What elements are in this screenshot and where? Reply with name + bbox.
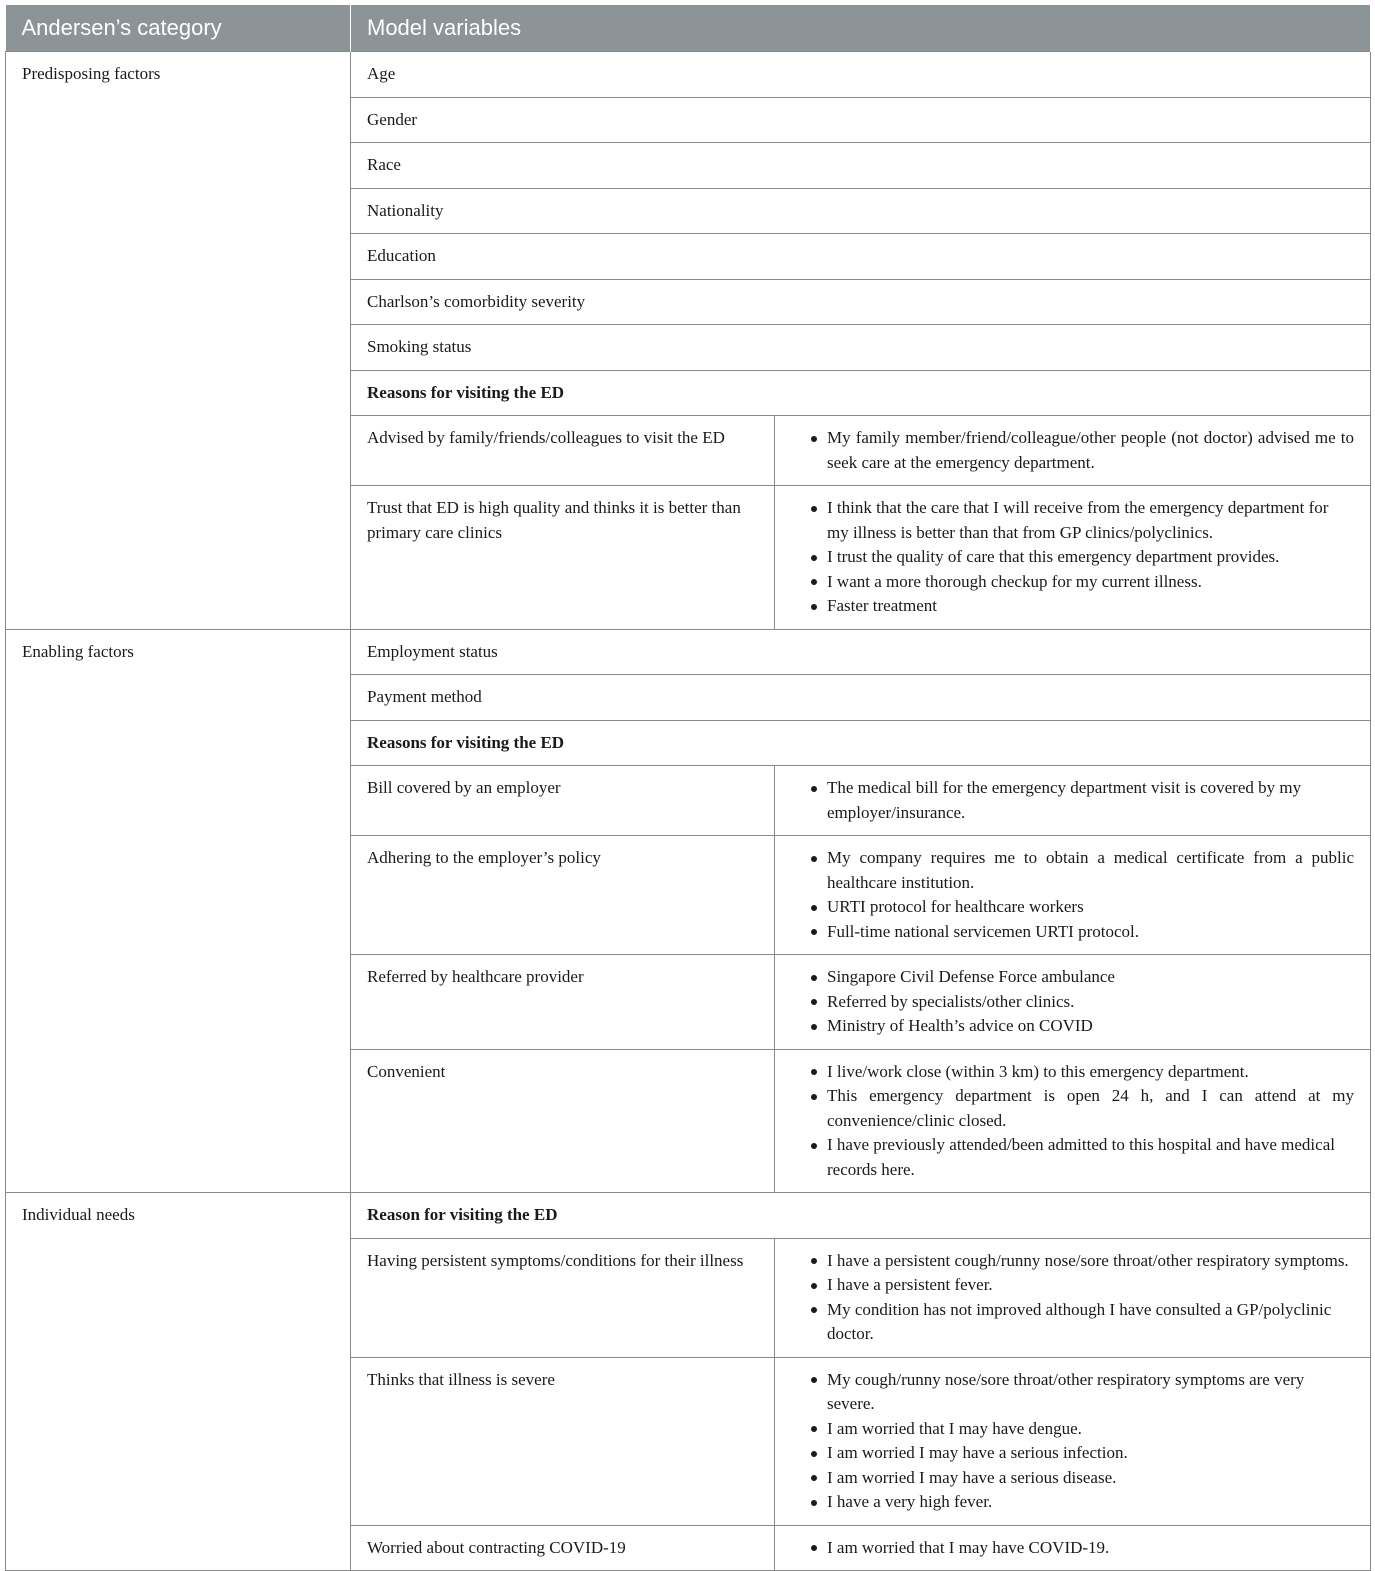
list-item: This emergency department is open 24 h, and I can attend at my convenience/clinic closed. [811,1084,1354,1133]
variable-cell: Gender [351,97,1371,143]
list-item: I have a persistent fever. [811,1273,1354,1298]
list-item: I am worried that I may have dengue. [811,1417,1354,1442]
list-item: Ministry of Health’s advice on COVID [811,1014,1354,1039]
reason-label: Bill covered by an employer [351,766,775,836]
list-item: I have previously attended/been admitted to this hospital and have medical records here. [811,1133,1354,1182]
variable-cell: Payment method [351,675,1371,721]
variable-cell: Education [351,234,1371,280]
list-item: My family member/friend/colleague/other people (not doctor) advised me to seek care at the emergency department. [811,426,1354,475]
reasons-heading: Reason for visiting the ED [351,1193,1371,1239]
list-item: I have a persistent cough/runny nose/sore throat/other respiratory symptoms. [811,1249,1354,1274]
reasons-heading: Reasons for visiting the ED [351,370,1371,416]
reasons-heading: Reasons for visiting the ED [351,720,1371,766]
list-item: The medical bill for the emergency department visit is covered by my employer/insurance. [811,776,1354,825]
reason-items [775,836,1371,955]
variable-cell: Employment status [351,629,1371,675]
variable-cell: Charlson’s comorbidity severity [351,279,1371,325]
reason-items [775,416,1371,486]
list-item: I think that the care that I will receive from the emergency department for my illness is better than that from GP clinics/polyclinics. [811,496,1354,545]
table-row [6,629,1371,675]
reason-items [775,1357,1371,1525]
list-item: I have a very high fever. [811,1490,1354,1515]
list-item: Singapore Civil Defense Force ambulance [811,965,1354,990]
header-model-variables: Model variables [351,5,1371,52]
list-item: Faster treatment [811,594,1354,619]
reason-items [775,1238,1371,1357]
variable-cell: Smoking status [351,325,1371,371]
reason-label: Convenient [351,1049,775,1193]
header-category: Andersen’s category [6,5,351,52]
category-predisposing: Predisposing factors [6,52,351,630]
list-item: My cough/runny nose/sore throat/other respiratory symptoms are very severe. [811,1368,1354,1417]
list-item: My condition has not improved although I have consulted a GP/polyclinic doctor. [811,1298,1354,1347]
table-row [6,1193,1371,1239]
list-item: I am worried that I may have COVID-19. [811,1536,1354,1561]
category-enabling: Enabling factors [6,629,351,1193]
reason-items [775,1049,1371,1193]
reason-items [775,486,1371,630]
reason-label: Having persistent symptoms/conditions for their illness [351,1238,775,1357]
list-item: Full-time national servicemen URTI protocol. [811,920,1354,945]
andersen-model-table [5,5,1371,1571]
reason-label: Trust that ED is high quality and thinks it is better than primary care clinics [351,486,775,630]
variable-cell: Race [351,143,1371,189]
reason-items [775,766,1371,836]
list-item: I am worried I may have a serious infection. [811,1441,1354,1466]
variable-cell: Age [351,52,1371,98]
reason-label: Referred by healthcare provider [351,955,775,1050]
reason-items [775,1525,1371,1571]
reason-label: Worried about contracting COVID-19 [351,1525,775,1571]
reason-label: Advised by family/friends/colleagues to visit the ED [351,416,775,486]
category-individual-needs: Individual needs [6,1193,351,1571]
list-item: URTI protocol for healthcare workers [811,895,1354,920]
list-item: I trust the quality of care that this emergency department provides. [811,545,1354,570]
reason-items [775,955,1371,1050]
table-row [6,52,1371,98]
reason-label: Thinks that illness is severe [351,1357,775,1525]
list-item: I am worried I may have a serious disease. [811,1466,1354,1491]
list-item: My company requires me to obtain a medical certificate from a public healthcare institution. [811,846,1354,895]
header-row [6,5,1371,52]
variable-cell: Nationality [351,188,1371,234]
reason-label: Adhering to the employer’s policy [351,836,775,955]
list-item: Referred by specialists/other clinics. [811,990,1354,1015]
list-item: I live/work close (within 3 km) to this emergency department. [811,1060,1354,1085]
list-item: I want a more thorough checkup for my current illness. [811,570,1354,595]
